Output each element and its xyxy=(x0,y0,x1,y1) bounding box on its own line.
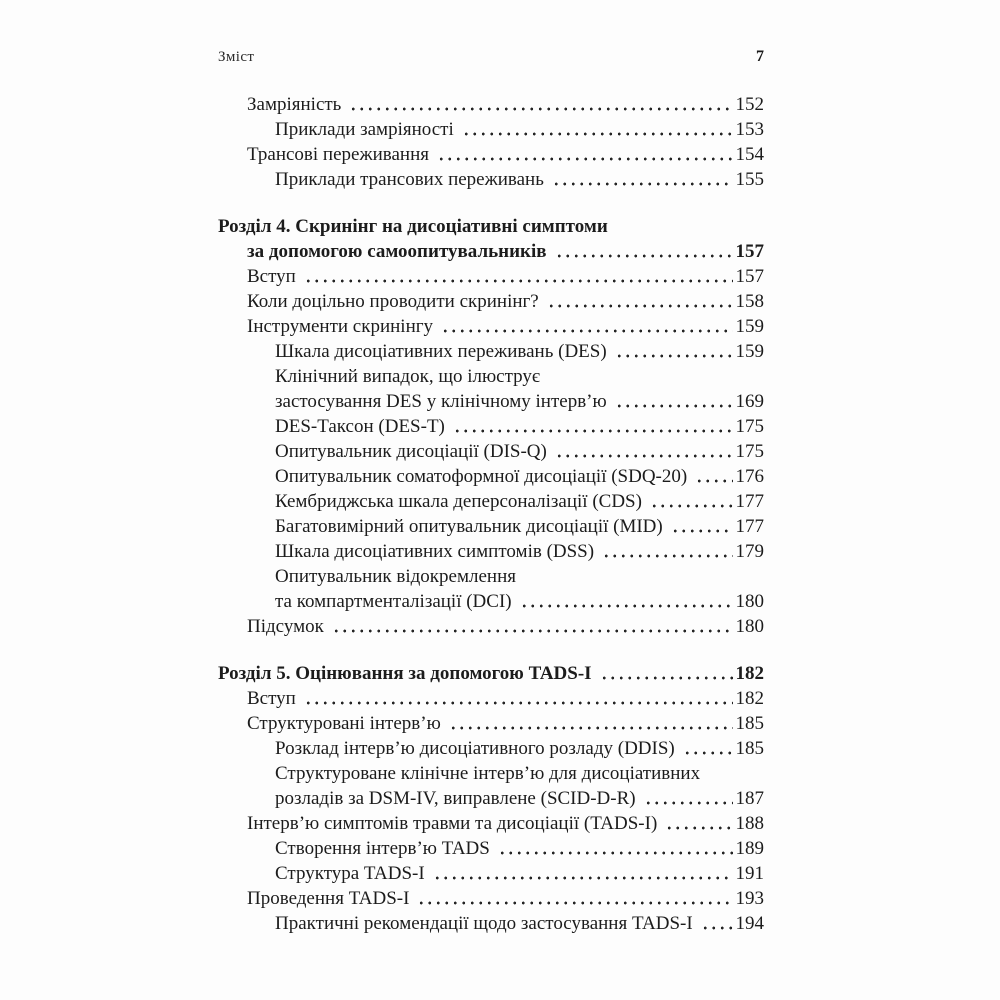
toc-entry-page: 154 xyxy=(735,144,764,165)
toc-entry xyxy=(218,289,764,314)
dot-leader xyxy=(613,339,733,364)
toc-entry xyxy=(218,686,764,711)
toc-entry-page: 182 xyxy=(735,688,764,709)
toc-entry xyxy=(218,614,764,639)
dot-leader xyxy=(663,811,732,836)
toc-entry xyxy=(218,564,764,589)
toc-entry-title: Вступ xyxy=(247,266,296,287)
toc-entry xyxy=(218,514,764,539)
toc-entry xyxy=(218,364,764,389)
toc-entry-title: Інтерв’ю симптомів травми та дисоціації (TADS-I) xyxy=(247,813,658,834)
toc-entry xyxy=(218,167,764,192)
toc-entry-title: Структуровані інтерв’ю xyxy=(247,713,441,734)
toc-entry xyxy=(218,439,764,464)
toc-entry-title: Клінічний випадок, що ілюструє xyxy=(275,366,541,387)
toc-entry xyxy=(218,92,764,117)
dot-leader xyxy=(648,489,733,514)
dot-leader xyxy=(613,389,733,414)
toc-entry-page: 175 xyxy=(735,441,764,462)
dot-leader xyxy=(496,836,733,861)
toc-entry-title: Опитувальник соматоформної дисоціації (SDQ-20) xyxy=(275,466,688,487)
toc-entry xyxy=(218,811,764,836)
toc-entry-title: Підсумок xyxy=(247,616,324,637)
toc-entry-title: Опитувальник відокремлення xyxy=(275,566,516,587)
toc-entry-title: розладів за DSM-IV, виправлене (SCID-D-R) xyxy=(275,788,636,809)
toc-entry-title: Замріяність xyxy=(247,94,342,115)
toc-entry-page: 193 xyxy=(735,888,764,909)
toc-entry-title: Шкала дисоціативних переживань (DES) xyxy=(275,341,607,362)
toc-entry xyxy=(218,711,764,736)
toc-entry xyxy=(218,414,764,439)
toc-entry-page: 176 xyxy=(735,466,764,487)
toc-entry-page: 189 xyxy=(735,838,764,859)
toc-entry-title: Приклади замріяності xyxy=(275,119,454,140)
toc-entry-title: Структуроване клінічне інтерв’ю для дисоціативних xyxy=(275,763,701,784)
toc-entry-title: Розділ 5. Оцінювання за допомогою TADS-I xyxy=(218,663,592,684)
dot-leader xyxy=(600,539,732,564)
dot-leader xyxy=(598,661,733,686)
toc-entry-page: 185 xyxy=(735,738,764,759)
toc-entry-page: 187 xyxy=(735,788,764,809)
running-header-title: Зміст xyxy=(218,49,255,65)
toc-entry-title: Розділ 4. Скринінг на дисоціативні симптоми xyxy=(218,216,608,237)
toc-entry xyxy=(218,117,764,142)
toc-entry xyxy=(218,786,764,811)
toc-entry-title: Інструменти скринінгу xyxy=(247,316,434,337)
toc-entry-page: 177 xyxy=(735,516,764,537)
toc-entry-page: 157 xyxy=(735,266,764,287)
toc-entry-title: Трансові переживання xyxy=(247,144,429,165)
toc-entry xyxy=(218,142,764,167)
running-header xyxy=(218,48,764,66)
toc-entry-page: 179 xyxy=(735,541,764,562)
dot-leader xyxy=(330,614,733,639)
toc-entry-page: 152 xyxy=(735,94,764,115)
toc-entry xyxy=(218,489,764,514)
toc-entry xyxy=(218,314,764,339)
toc-entry-page: 180 xyxy=(735,616,764,637)
toc-entry xyxy=(218,661,764,686)
toc-entry-title: Коли доцільно проводити скринінг? xyxy=(247,291,539,312)
toc-entry-title: та компартменталізації (DCI) xyxy=(275,591,512,612)
toc-entry-title: Структура TADS-I xyxy=(275,863,425,884)
toc-list xyxy=(218,92,764,936)
dot-leader xyxy=(451,414,733,439)
toc-entry-title: Вступ xyxy=(247,688,296,709)
toc-entry-page: 180 xyxy=(735,591,764,612)
toc-entry-title: Практичні рекомендації щодо застосування TADS-I xyxy=(275,913,693,934)
toc-entry-page: 169 xyxy=(735,391,764,412)
toc-entry-title: за допомогою самоопитувальників xyxy=(247,241,547,262)
dot-leader xyxy=(460,117,733,142)
toc-entry xyxy=(218,239,764,264)
dot-leader xyxy=(439,314,732,339)
toc-entry-title: Шкала дисоціативних симптомів (DSS) xyxy=(275,541,595,562)
dot-leader xyxy=(699,911,733,936)
dot-leader xyxy=(431,861,733,886)
toc-entry-page: 158 xyxy=(735,291,764,312)
toc-entry-page: 194 xyxy=(735,913,764,934)
toc-entry-page: 191 xyxy=(735,863,764,884)
toc-entry xyxy=(218,389,764,414)
dot-leader xyxy=(693,464,732,489)
toc-entry-page: 155 xyxy=(735,169,764,190)
dot-leader xyxy=(518,589,733,614)
dot-leader xyxy=(550,167,733,192)
toc-entry-page: 157 xyxy=(735,241,764,262)
toc-entry-title: Створення інтерв’ю TADS xyxy=(275,838,490,859)
toc-entry xyxy=(218,861,764,886)
toc-entry-page: 159 xyxy=(735,341,764,362)
page-content xyxy=(218,48,764,936)
dot-leader xyxy=(415,886,732,911)
toc-entry xyxy=(218,886,764,911)
toc-entry-title: Багатовимірний опитувальник дисоціації (MID) xyxy=(275,516,663,537)
toc-entry-page: 188 xyxy=(735,813,764,834)
toc-entry xyxy=(218,214,764,239)
toc-entry xyxy=(218,911,764,936)
toc-entry xyxy=(218,736,764,761)
dot-leader xyxy=(545,289,733,314)
toc-entry-page: 185 xyxy=(735,713,764,734)
toc-entry xyxy=(218,761,764,786)
toc-entry-title: Кембриджська шкала деперсоналізації (CDS) xyxy=(275,491,642,512)
dot-leader xyxy=(642,786,733,811)
toc-entry xyxy=(218,264,764,289)
toc-entry-page: 159 xyxy=(735,316,764,337)
dot-leader xyxy=(347,92,732,117)
dot-leader xyxy=(447,711,733,736)
toc-entry-title: Приклади трансових переживань xyxy=(275,169,544,190)
dot-leader xyxy=(435,142,733,167)
toc-entry-title: застосування DES у клінічному інтерв’ю xyxy=(275,391,607,412)
toc-entry xyxy=(218,539,764,564)
toc-entry-page: 182 xyxy=(735,663,764,684)
toc-entry xyxy=(218,589,764,614)
dot-leader xyxy=(553,439,733,464)
toc-entry xyxy=(218,836,764,861)
toc-entry-page: 177 xyxy=(735,491,764,512)
dot-leader xyxy=(669,514,733,539)
toc-entry xyxy=(218,464,764,489)
toc-entry-title: Опитувальник дисоціації (DIS-Q) xyxy=(275,441,547,462)
toc-entry-page: 153 xyxy=(735,119,764,140)
dot-leader xyxy=(681,736,733,761)
toc-entry-title: DES-Таксон (DES-T) xyxy=(275,416,445,437)
dot-leader xyxy=(302,686,733,711)
dot-leader xyxy=(302,264,733,289)
dot-leader xyxy=(553,239,733,264)
page-number: 7 xyxy=(756,48,764,65)
toc-entry-page: 175 xyxy=(735,416,764,437)
toc-entry xyxy=(218,339,764,364)
toc-entry-title: Розклад інтерв’ю дисоціативного розладу (DDIS) xyxy=(275,738,675,759)
toc-entry-title: Проведення TADS-I xyxy=(247,888,410,909)
